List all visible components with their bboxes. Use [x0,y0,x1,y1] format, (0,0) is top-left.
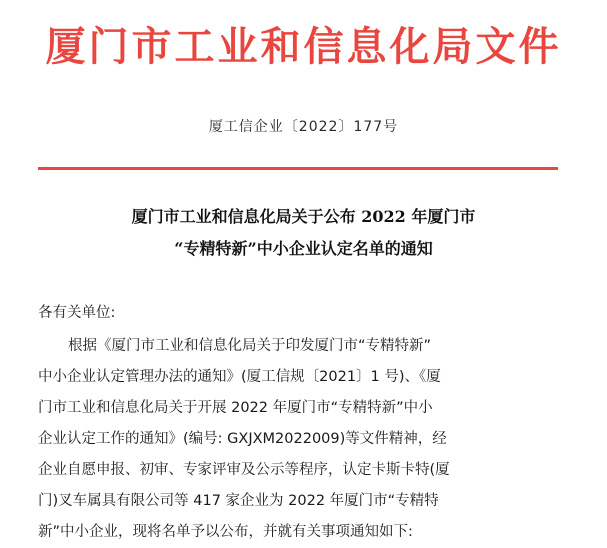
document-number: 厦工信企业〔2022〕177号 [208,119,399,135]
document-title-line-2: “专精特新”中小企业认定名单的通知 [174,239,433,258]
body-line: 企业认定工作的通知》(编号: GXJXM2022009)等文件精神，经 [38,431,447,447]
document-title-line-1: 厦门市工业和信息化局关于公布 2022 年厦门市 [131,207,476,226]
body-line: 中小企业认定管理办法的通知》(厦工信规〔2021〕1 号)、《厦 [38,369,441,385]
red-divider-rule [38,167,558,170]
body-line: 企业自愿申报、初审、专家评审及公示等程序，认定卡斯卡特(厦 [38,462,450,478]
salutation: 各有关单位: [38,305,116,321]
body-line: 门)叉车属具有限公司等 417 家企业为 2022 年厦门市“专精特 [38,493,439,509]
document-masthead: 厦门市工业和信息化局文件 [45,24,562,70]
body-line: 根据《厦门市工业和信息化局关于印发厦门市“专精特新” [68,338,432,354]
body-paragraph [38,331,578,548]
body-line: 新”中小企业，现将名单予以公布，并就有关事项通知如下: [38,524,413,540]
document-title [0,201,607,265]
body-line: 门市工业和信息化局关于开展 2022 年厦门市“专精特新”中小 [38,400,433,416]
